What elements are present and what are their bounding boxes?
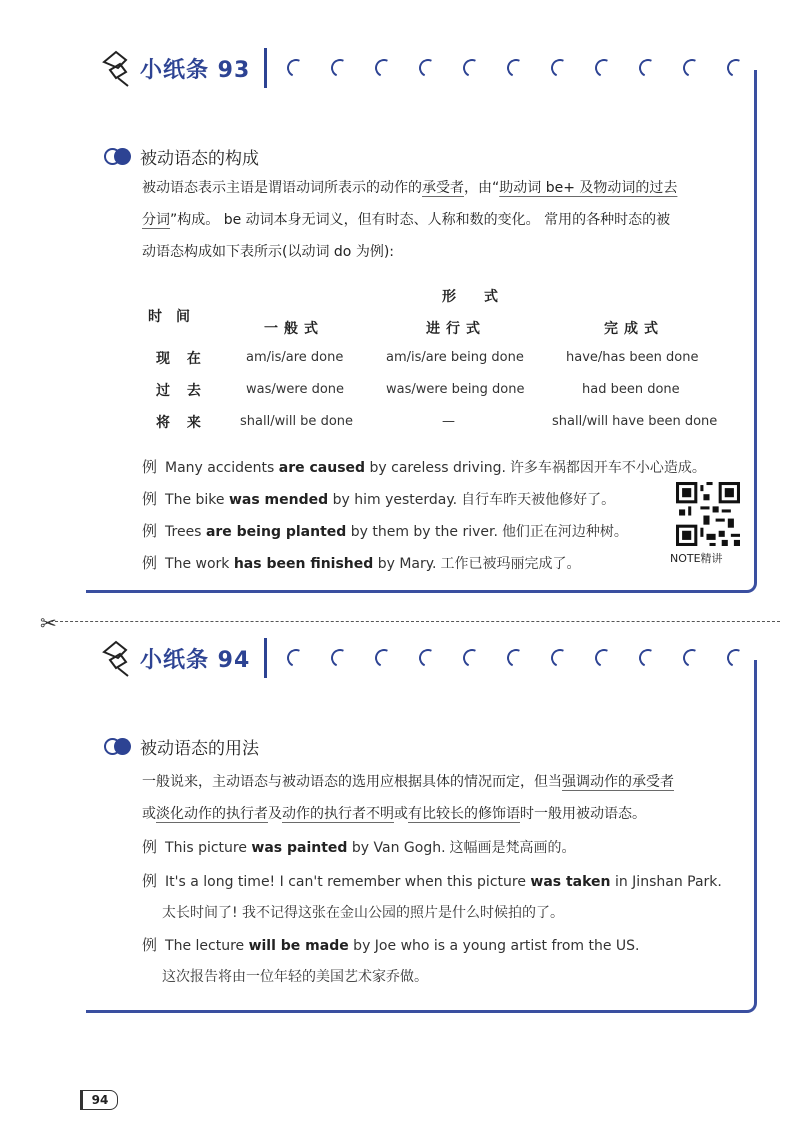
section-title: 被动语态的构成 (140, 149, 259, 169)
section-heading (104, 144, 259, 169)
cell: had been done (582, 382, 680, 397)
ring-icon (461, 646, 484, 669)
example-sentence: 例 The bike was mended by him yesterday. 自行车昨天被他修好了。 (142, 490, 616, 508)
row-tense: 现 在 (156, 351, 207, 367)
cell: was/were done (246, 382, 345, 397)
section-title: 被动语态的用法 (140, 739, 259, 759)
row-tense: 将 来 (156, 415, 207, 431)
intro-paragraph: 被动语态表示主语是谓语动词所表示的动作的承受者，由“助动词 be+ 及物动词的过去 分词”构成。 be 动词本身无词义，但有时态、人称和数的变化。 常用的各种时态的被 动语态构成如下表所示(以动词 do 为例): (142, 180, 678, 260)
ring-icon (681, 646, 704, 669)
ring-icon (593, 56, 616, 79)
note-title: 小纸条 94 (140, 647, 251, 673)
ring-icon (549, 56, 572, 79)
cell: am/is/are done (246, 350, 344, 365)
note-header (96, 638, 745, 678)
example-sentence: 例 It's a long time! I can't remember when this picture was taken in Jinshan Park. (142, 872, 722, 890)
example-translation: 这次报告将由一位年轻的美国艺术家乔做。 (162, 969, 428, 985)
col-simple: 一般式 (264, 321, 324, 337)
example-sentence: 例 The lecture will be made by Joe who is a young artist from the US. (142, 936, 640, 954)
note-card-93 (86, 57, 757, 593)
example-translation: 太长时间了! 我不记得这张在金山公园的照片是什么时候拍的了。 (162, 905, 565, 921)
note-header (96, 48, 745, 88)
cut-line (50, 621, 780, 622)
cell: shall/will have been done (552, 414, 718, 429)
ring-icon (549, 646, 572, 669)
ring-icon (461, 56, 484, 79)
ring-icon (725, 646, 748, 669)
col-perfect: 完成式 (604, 321, 664, 337)
cell: have/has been done (566, 350, 699, 365)
note-card-94 (86, 647, 757, 1013)
section-heading (104, 734, 259, 759)
ring-icon (637, 56, 660, 79)
title-divider (264, 48, 267, 88)
ring-icon (505, 56, 528, 79)
note-title: 小纸条 93 (140, 57, 251, 83)
ring-icon (505, 646, 528, 669)
ring-icon (725, 56, 748, 79)
binder-rings (287, 59, 745, 77)
col-progressive: 进行式 (426, 321, 486, 337)
row-tense: 过 去 (156, 383, 207, 399)
ring-icon (593, 646, 616, 669)
ring-icon (681, 56, 704, 79)
ring-icon (417, 56, 440, 79)
cell: am/is/are being done (386, 350, 524, 365)
intro-paragraph: 一般说来，主动语态与被动语态的选用应根据具体的情况而定，但当强调动作的承受者 或淡化动作的执行者及动作的执行者不明或有比较长的修饰语时一般用被动语态。 (142, 774, 674, 822)
bullet-dots-icon (104, 148, 134, 166)
pushpin-icon (96, 638, 136, 678)
qr-label: NOTE精讲 (670, 552, 723, 565)
binder-rings (287, 649, 745, 667)
ring-icon (285, 56, 308, 79)
ring-icon (373, 56, 396, 79)
header-time: 时 间 (148, 309, 190, 325)
example-sentence: 例 Trees are being planted by them by the river. 他们正在河边种树。 (142, 522, 628, 540)
header-form: 形 式 (442, 289, 498, 305)
ring-icon (285, 646, 308, 669)
cell: — (442, 414, 455, 429)
ring-icon (637, 646, 660, 669)
title-divider (264, 638, 267, 678)
scissors-icon: ✂ (40, 611, 57, 635)
ring-icon (373, 646, 396, 669)
qr-code-icon[interactable] (676, 482, 740, 546)
example-sentence: 例 This picture was painted by Van Gogh. 这幅画是梵高画的。 (142, 838, 576, 856)
ring-icon (417, 646, 440, 669)
cell: shall/will be done (240, 414, 354, 429)
example-sentence: 例 Many accidents are caused by careless driving. 许多车祸都因开车不小心造成。 (142, 458, 706, 476)
example-sentence: 例 The work has been finished by Mary. 工作已被玛丽完成了。 (142, 554, 581, 572)
page-number: 94 (80, 1090, 118, 1110)
ring-icon (329, 56, 352, 79)
pushpin-icon (96, 48, 136, 88)
ring-icon (329, 646, 352, 669)
bullet-dots-icon (104, 738, 134, 756)
cell: was/were being done (386, 382, 525, 397)
